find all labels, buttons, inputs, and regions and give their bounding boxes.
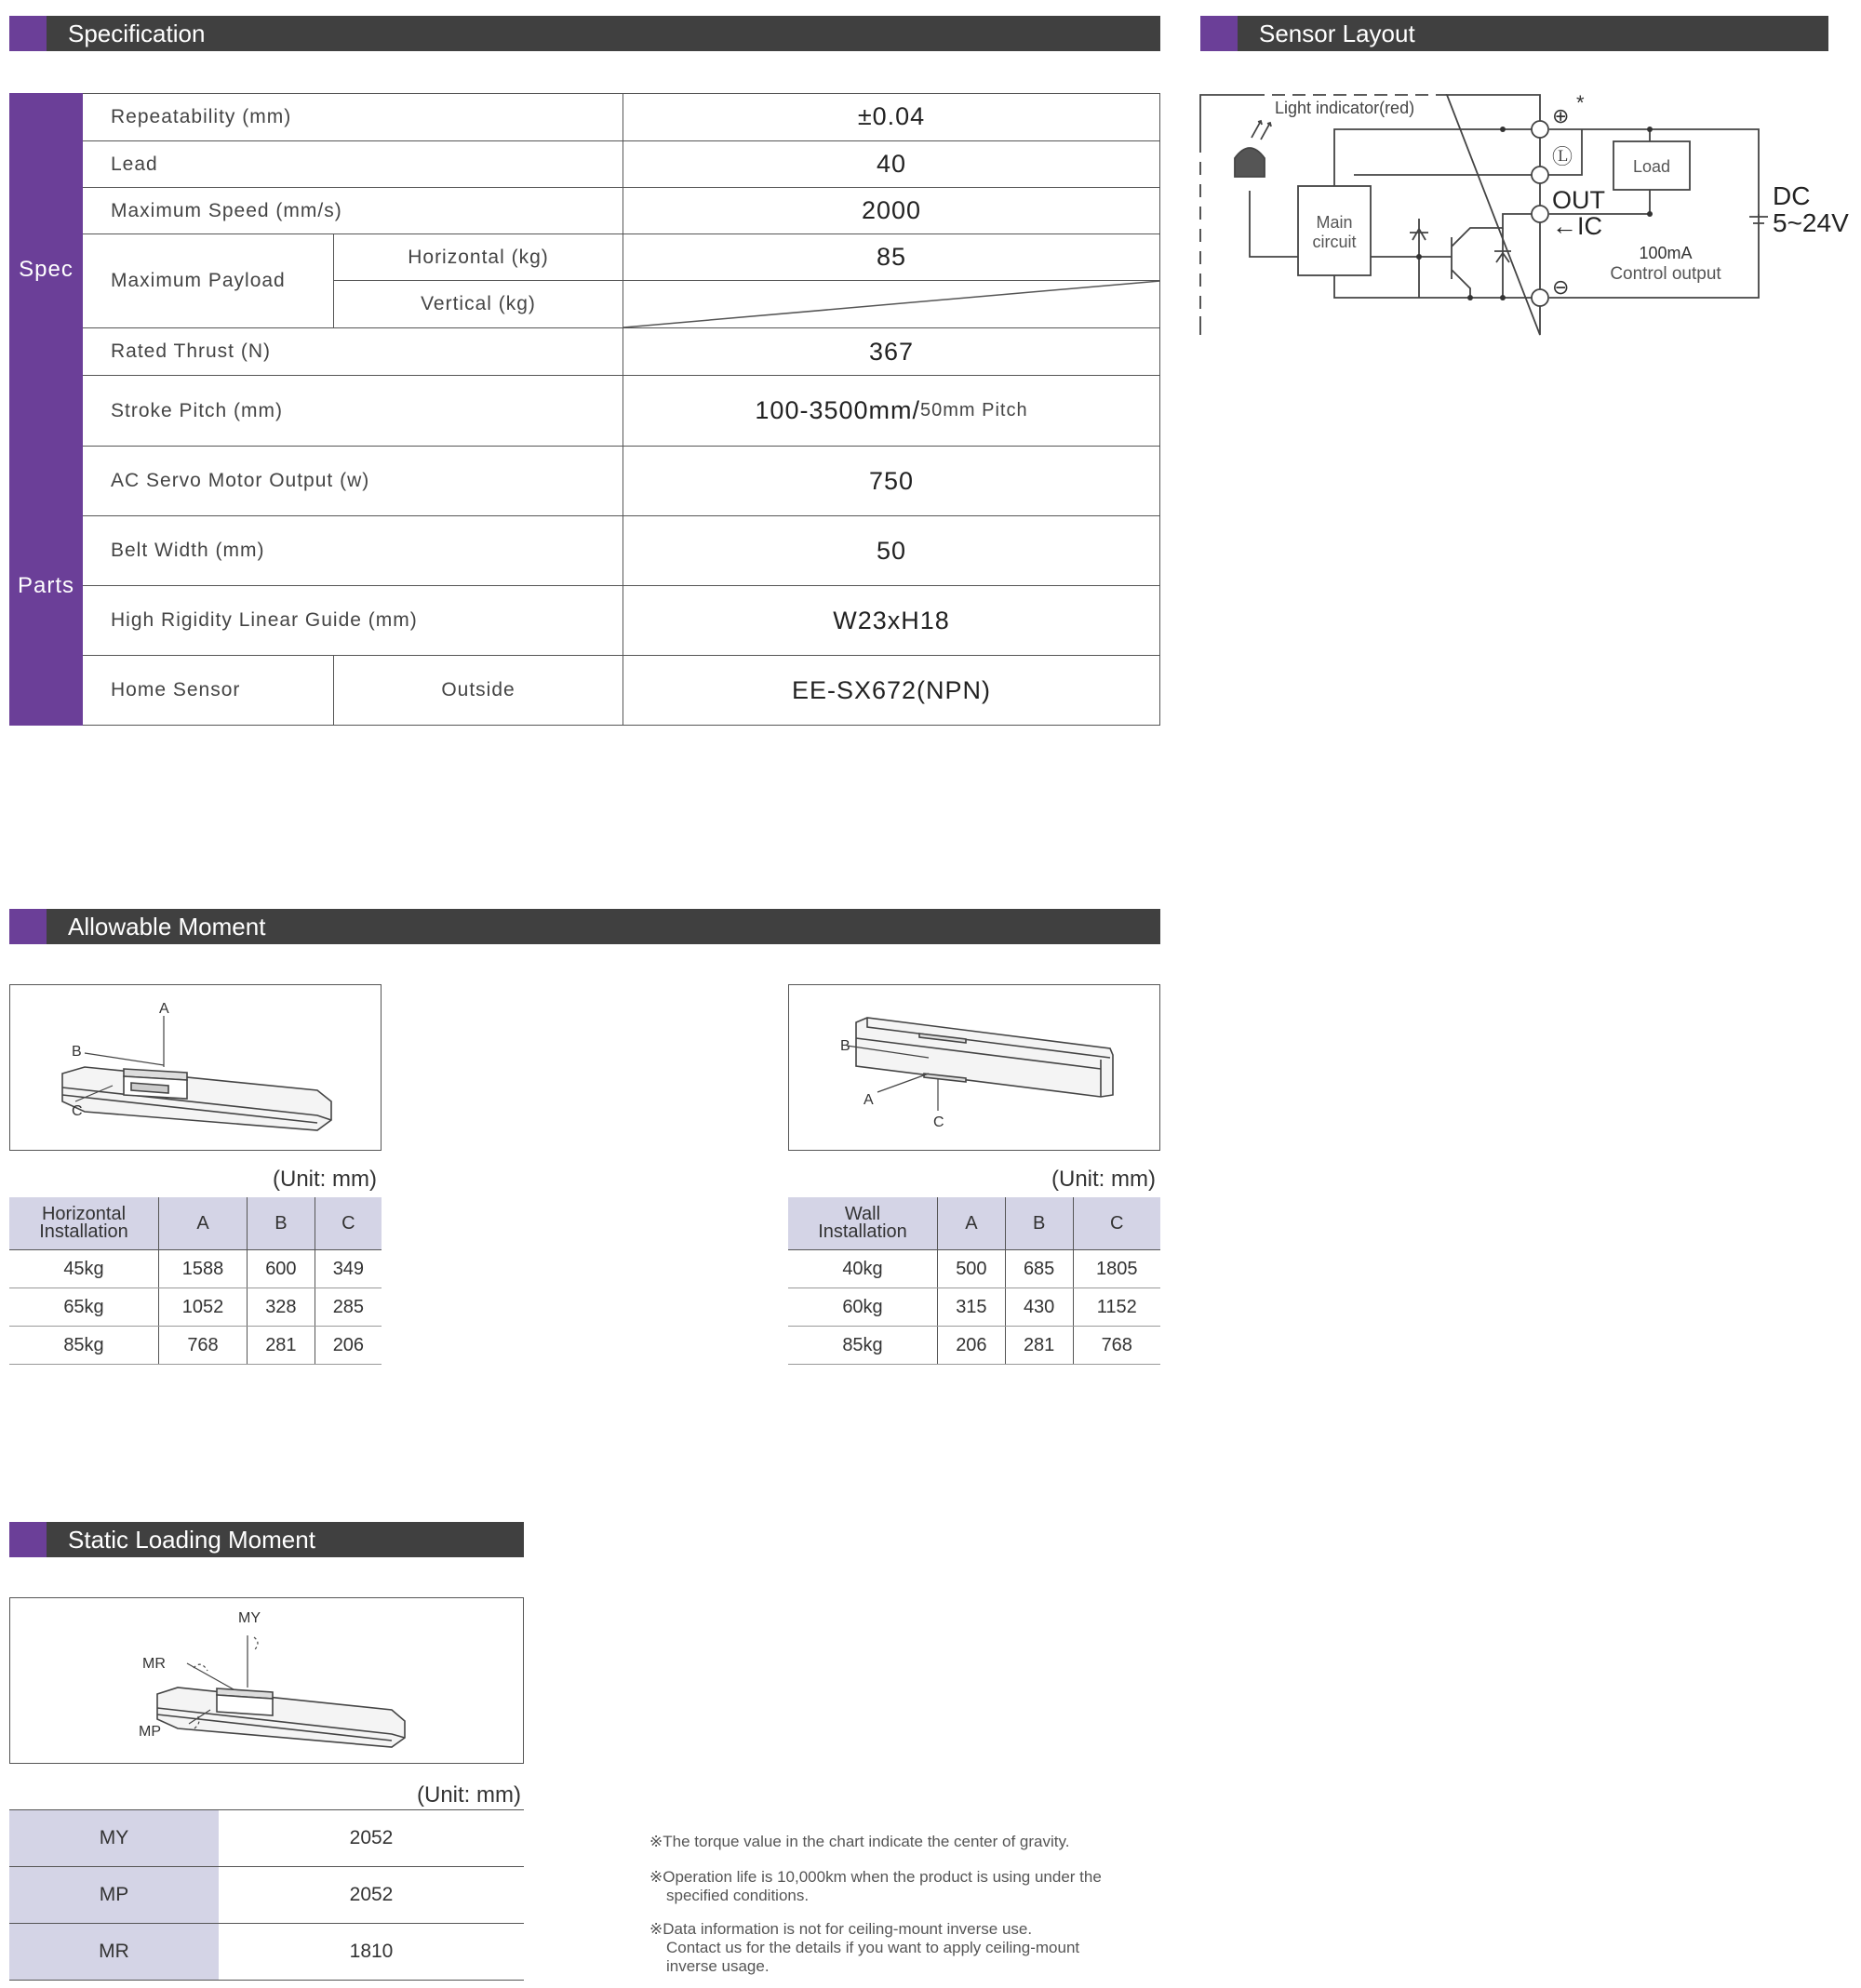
label-mr: MR [142, 1656, 166, 1672]
moment-key: MR [9, 1924, 219, 1981]
header-accent [9, 1522, 47, 1557]
label-a: A [159, 1001, 169, 1017]
header-accent [9, 909, 47, 944]
note-2-line-1: ※Operation life is 10,000km when the product is using under the [649, 1868, 1102, 1886]
light-indicator-label: Light indicator(red) [1275, 99, 1415, 117]
led-body [1235, 148, 1265, 177]
led-rays [1252, 121, 1271, 140]
column-header-b: B [248, 1197, 315, 1250]
transistor [1452, 214, 1540, 298]
static-moment-table [9, 1809, 524, 1981]
label-c: C [933, 1114, 944, 1130]
static-loading-image [9, 1597, 524, 1764]
moment-value: 2052 [219, 1867, 524, 1924]
junction-dot [1467, 295, 1473, 300]
table-row [788, 1250, 1160, 1288]
label-home-sensor-sub: Outside [334, 656, 623, 726]
cell-b: 281 [248, 1327, 315, 1365]
diagonal-slash [623, 281, 1160, 328]
terminal-plus [1532, 121, 1548, 138]
column-header-b: B [1005, 1197, 1073, 1250]
cell-load: 60kg [788, 1288, 938, 1327]
label-lead: Lead [83, 141, 623, 188]
junction-dot [1500, 295, 1506, 300]
wire-led [1250, 191, 1298, 257]
cell-a: 315 [938, 1288, 1006, 1327]
horizontal-install-image [9, 984, 382, 1151]
horizontal-moment-table [9, 1197, 382, 1365]
table-row [9, 1327, 382, 1365]
control-output-label: Control output [1610, 264, 1721, 284]
table-row [9, 1924, 524, 1981]
label-b: B [840, 1038, 850, 1054]
static-loading-header [9, 1522, 524, 1557]
header-line-1: Wall [844, 1204, 881, 1224]
column-header-c: C [1073, 1197, 1160, 1250]
terminal-minus [1532, 289, 1548, 306]
stroke-pitch-main: 100-3500mm/ [755, 396, 920, 424]
label-max-payload: Maximum Payload [83, 234, 334, 328]
cell-c: 768 [1073, 1327, 1160, 1365]
cell-a: 206 [938, 1327, 1006, 1365]
value-home-sensor: EE-SX672(NPN) [623, 656, 1160, 726]
minus-label: ⊖ [1552, 275, 1570, 299]
ma-label: 100mA [1639, 244, 1693, 262]
moment-value: 2052 [219, 1810, 524, 1867]
label-max-speed: Maximum Speed (mm/s) [83, 188, 623, 234]
value-stroke-pitch [623, 376, 1160, 447]
value-rated-thrust: 367 [623, 328, 1160, 376]
column-header-a: A [159, 1197, 248, 1250]
group-parts: Parts [9, 447, 83, 726]
label-linear-guide: High Rigidity Linear Guide (mm) [83, 586, 623, 656]
sensor-layout-header [1200, 16, 1828, 51]
header-title: Static Loading Moment [68, 1526, 315, 1554]
header-title: Specification [68, 20, 206, 47]
sensor-circuit-diagram [1196, 84, 1861, 344]
cell-c: 1152 [1073, 1288, 1160, 1327]
note-1 [649, 1833, 1171, 1851]
label-repeatability: Repeatability (mm) [83, 93, 623, 141]
value-motor-output: 750 [623, 447, 1160, 516]
label-my: MY [238, 1610, 261, 1626]
zener-2 [1494, 228, 1511, 298]
label-home-sensor: Home Sensor [83, 656, 334, 726]
out-label: OUT [1552, 186, 1605, 214]
moment-key: MP [9, 1867, 219, 1924]
header-accent [1200, 16, 1238, 51]
ic-label: ←IC [1552, 212, 1602, 240]
l-label: Ⓛ [1552, 145, 1573, 168]
terminal-out [1532, 206, 1548, 222]
label-payload-vertical: Vertical (kg) [334, 281, 623, 328]
cell-b: 600 [248, 1250, 315, 1288]
note-2-line-2: specified conditions. [666, 1887, 810, 1904]
moment-value: 1810 [219, 1924, 524, 1981]
note-1-line: ※The torque value in the chart indicate the center of gravity. [649, 1833, 1070, 1850]
main-circuit-label-1: Main [1316, 213, 1353, 232]
cell-load: 65kg [9, 1288, 159, 1327]
load-label: Load [1632, 157, 1671, 176]
value-lead: 40 [623, 141, 1160, 188]
value-payload-horizontal: 85 [623, 234, 1160, 281]
cell-c: 206 [315, 1327, 382, 1365]
value-linear-guide: W23xH18 [623, 586, 1160, 656]
cell-load: 85kg [788, 1327, 938, 1365]
cell-a: 1588 [159, 1250, 248, 1288]
header-line-2: Installation [39, 1221, 128, 1242]
actuator-static-illustration [10, 1598, 523, 1763]
value-belt-width: 50 [623, 516, 1160, 586]
header-line-1: Horizontal [41, 1204, 127, 1224]
wire-l [1354, 129, 1582, 175]
unit-label-horizontal: (Unit: mm) [273, 1167, 377, 1192]
cell-b: 430 [1005, 1288, 1073, 1327]
column-header-a: A [938, 1197, 1006, 1250]
column-header-c: C [315, 1197, 382, 1250]
wire-minus [1334, 275, 1540, 298]
header-title: Allowable Moment [68, 913, 266, 941]
specification-table [9, 93, 1160, 726]
cell-c: 285 [315, 1288, 382, 1327]
cell-load: 45kg [9, 1250, 159, 1288]
dc-label: DC [1773, 181, 1811, 210]
note-2 [649, 1868, 1171, 1905]
table-row [9, 1810, 524, 1867]
note-3-line-3: inverse usage. [666, 1957, 770, 1975]
plus-label: ⊕ [1552, 104, 1570, 127]
actuator-wall-illustration [789, 985, 1159, 1150]
unit-label-wall: (Unit: mm) [1051, 1167, 1156, 1192]
cell-a: 768 [159, 1327, 248, 1365]
label-motor-output: AC Servo Motor Output (w) [83, 447, 623, 516]
value-repeatability: ±0.04 [623, 93, 1160, 141]
cell-c: 349 [315, 1250, 382, 1288]
value-payload-vertical-empty [623, 281, 1160, 328]
table-row [9, 1250, 382, 1288]
label-mp: MP [139, 1724, 161, 1740]
voltage-label: 5~24V [1773, 208, 1849, 237]
table-row [788, 1288, 1160, 1327]
value-max-speed: 2000 [623, 188, 1160, 234]
main-circuit-label-2: circuit [1312, 233, 1357, 251]
table-row [788, 1327, 1160, 1365]
label-payload-horizontal: Horizontal (kg) [334, 234, 623, 281]
group-spec: Spec [9, 93, 83, 447]
junction-dot [1500, 127, 1506, 132]
cell-b: 685 [1005, 1250, 1073, 1288]
cell-b: 281 [1005, 1327, 1073, 1365]
terminal-l [1532, 167, 1548, 183]
asterisk-label: * [1576, 91, 1585, 114]
label-c: C [72, 1103, 83, 1119]
allowable-moment-header [9, 909, 1160, 944]
unit-label-static: (Unit: mm) [417, 1782, 521, 1808]
column-header-installation [9, 1197, 159, 1250]
cell-c: 1805 [1073, 1250, 1160, 1288]
column-header-installation [788, 1197, 938, 1250]
label-stroke-pitch: Stroke Pitch (mm) [83, 376, 623, 447]
specification-header [9, 16, 1160, 51]
junction-dot [1647, 127, 1653, 132]
cell-a: 1052 [159, 1288, 248, 1327]
header-title: Sensor Layout [1259, 20, 1415, 47]
wall-moment-table [788, 1197, 1160, 1365]
cell-load: 40kg [788, 1250, 938, 1288]
table-row [9, 1288, 382, 1327]
table-row [9, 1867, 524, 1924]
header-accent [9, 16, 47, 51]
label-b: B [72, 1044, 82, 1060]
junction-dot [1647, 211, 1653, 217]
cell-load: 85kg [9, 1327, 159, 1365]
moment-key: MY [9, 1810, 219, 1867]
wire-plus [1334, 129, 1540, 186]
stroke-pitch-small: 50mm Pitch [920, 400, 1028, 420]
wall-install-image [788, 984, 1160, 1151]
note-3-line-1: ※Data information is not for ceiling-mount inverse use. [649, 1920, 1033, 1938]
label-belt-width: Belt Width (mm) [83, 516, 623, 586]
header-line-2: Installation [818, 1221, 907, 1242]
cell-a: 500 [938, 1250, 1006, 1288]
label-rated-thrust: Rated Thrust (N) [83, 328, 623, 376]
note-3 [649, 1920, 1171, 1976]
note-3-line-2: Contact us for the details if you want to apply ceiling-mount [666, 1939, 1080, 1956]
cell-b: 328 [248, 1288, 315, 1327]
junction-dot [1416, 254, 1422, 260]
label-a: A [864, 1092, 874, 1108]
actuator-horizontal-illustration [10, 985, 381, 1150]
